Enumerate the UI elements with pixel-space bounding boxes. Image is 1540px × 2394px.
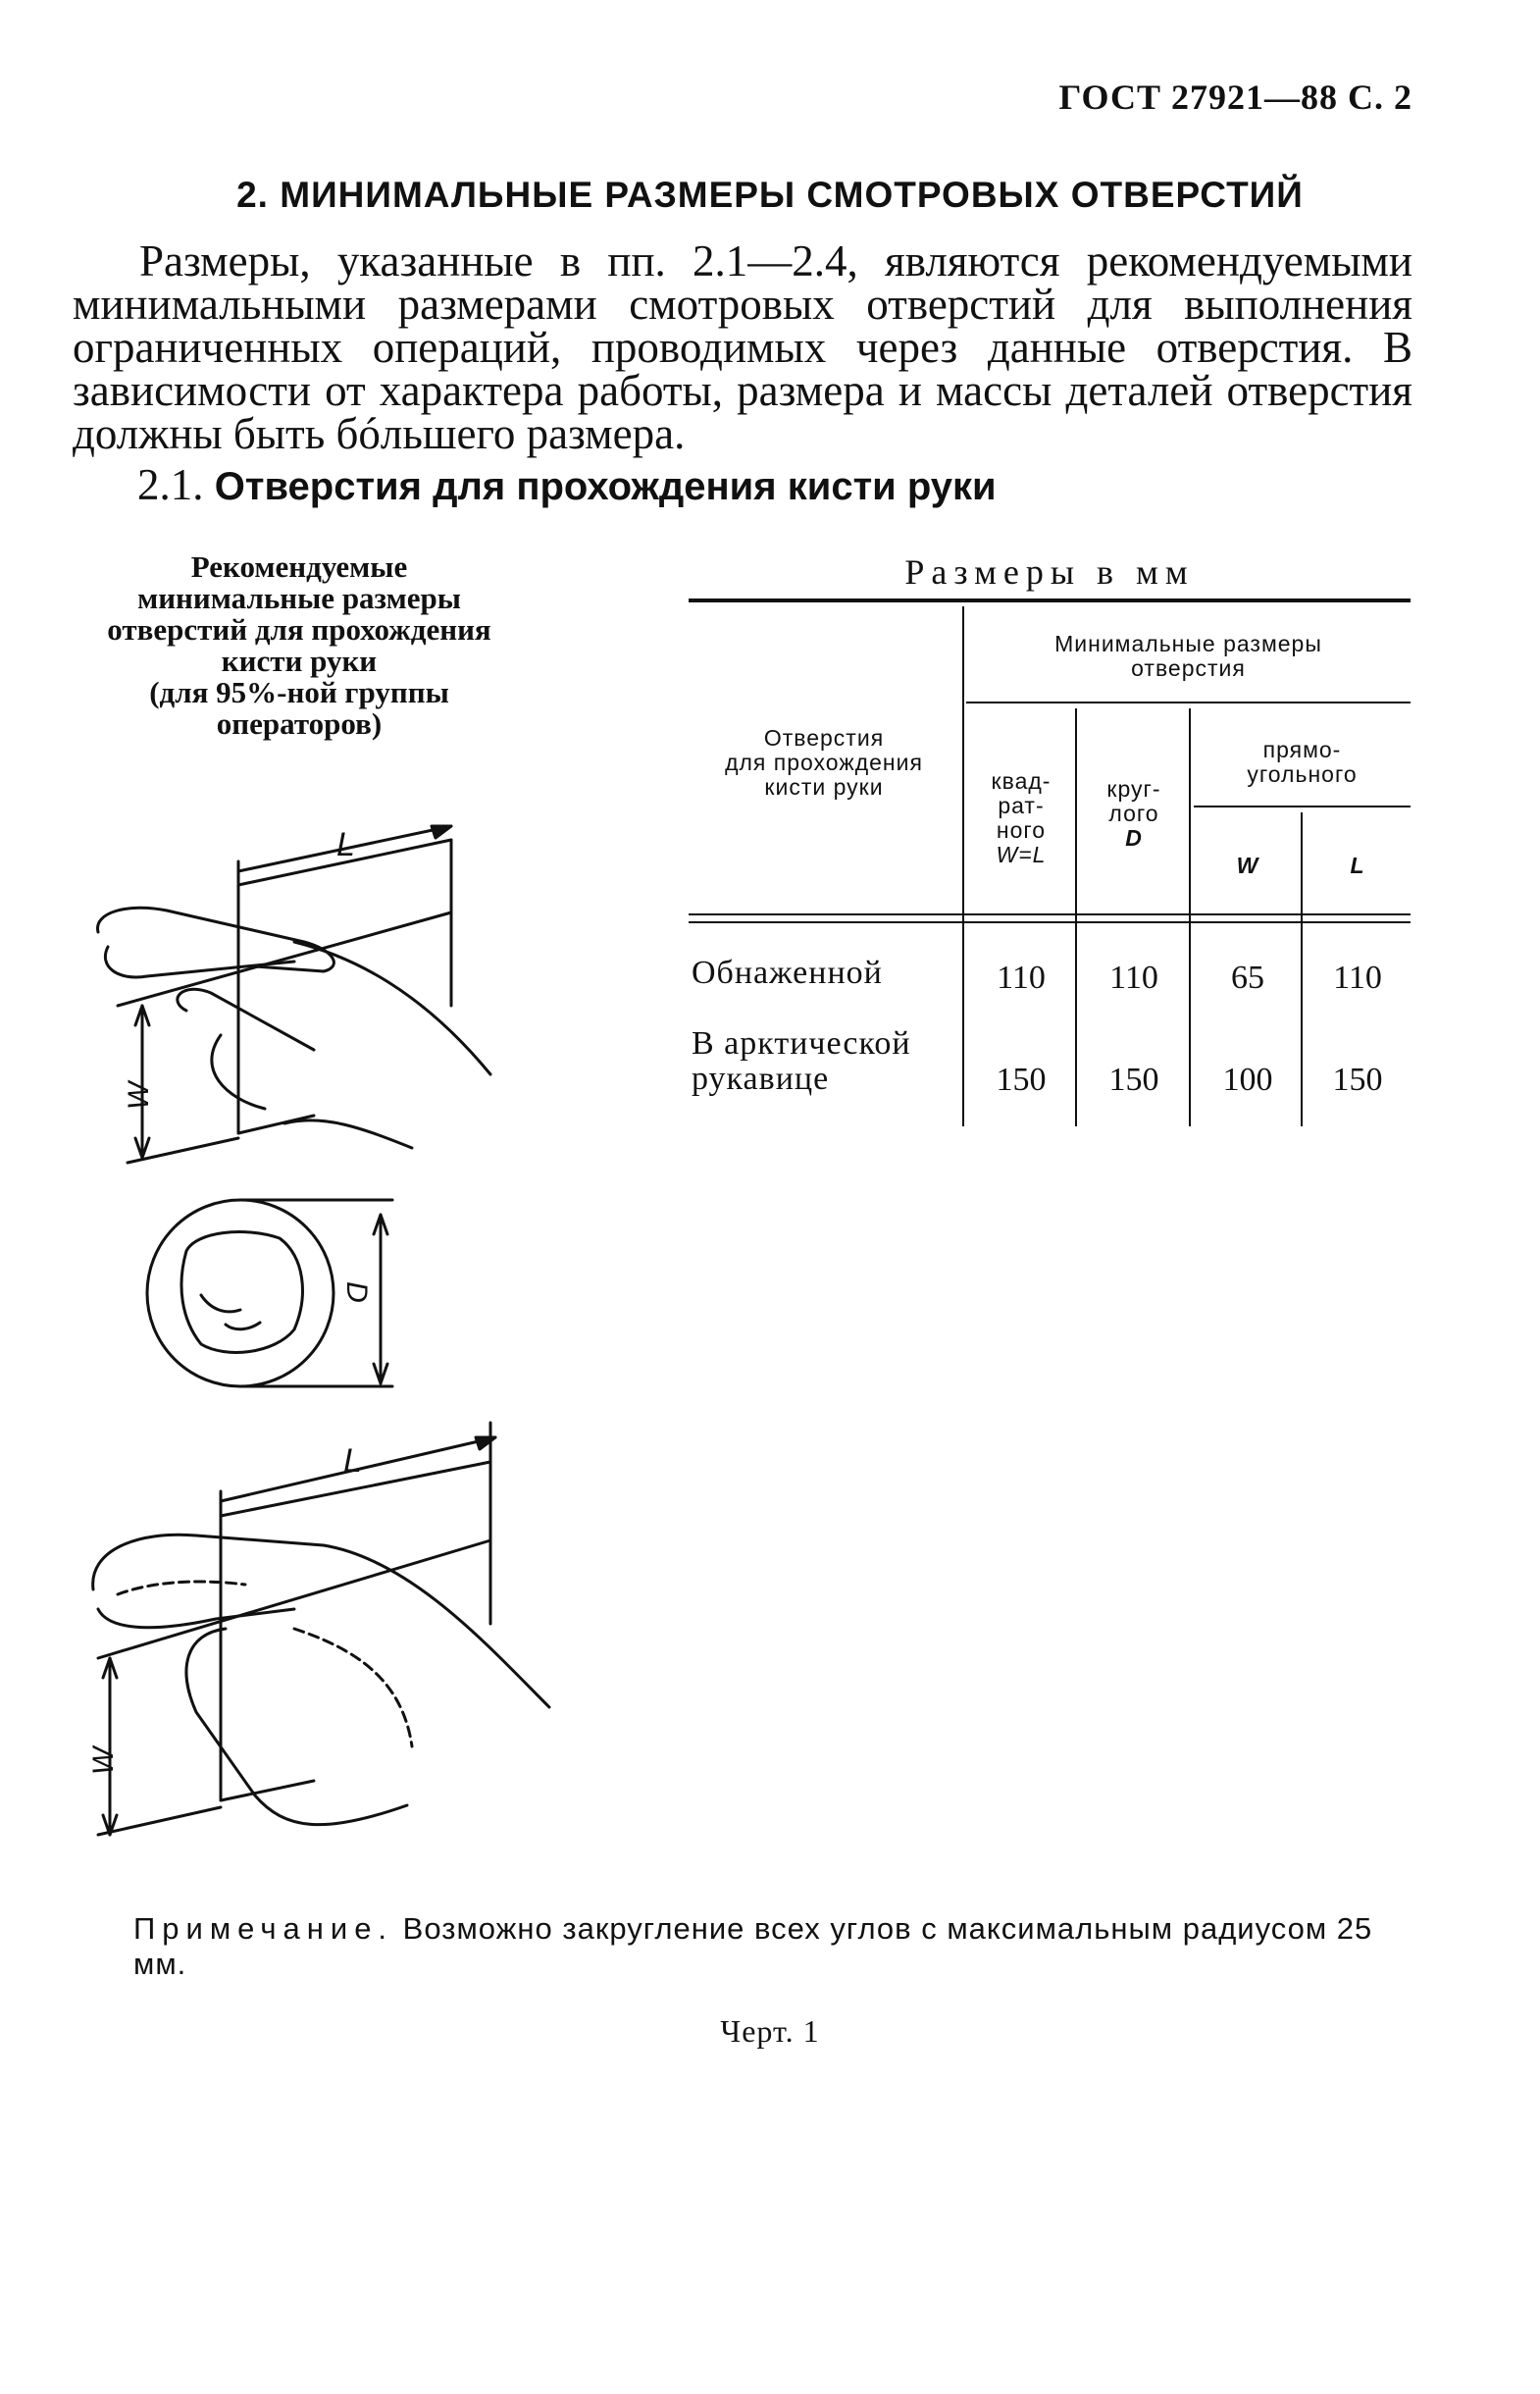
intro-paragraph: Размеры, указанные в пп. 2.1—2.4, являются рекомендуемыми минимальными размерами смотровых отверстий для выполнения ограниченных операций, проводимых через данные отверстия. В зависимости от характера работы, размера и массы деталей отверстия должны быть бóльшего размера. — [73, 236, 1412, 458]
table-cell: 110 — [1333, 960, 1382, 996]
dim-label-l-bottom: L — [343, 1442, 362, 1480]
table-cell: 150 — [1332, 1062, 1383, 1098]
subsection-number: 2.1. — [137, 460, 204, 509]
col-l-header: L — [1350, 853, 1365, 878]
table-row-header — [687, 726, 961, 800]
document-header: ГОСТ 27921—88 С. 2 — [1058, 78, 1412, 117]
dim-label-w-bottom: W — [87, 1746, 121, 1776]
col-square-line: рат- — [998, 793, 1045, 818]
row-label-line: Обнаженной — [692, 955, 883, 991]
col-rect-line: прямо- — [1262, 737, 1342, 762]
row-header-line: Отверстия — [763, 725, 885, 751]
col-round-line: круг- — [1106, 776, 1161, 802]
caption-line: (для 95%-ной группы — [149, 675, 449, 709]
table-cell: 110 — [1109, 960, 1158, 996]
dim-label-l-top: L — [336, 826, 355, 863]
table-units: Размеры в мм — [904, 552, 1195, 592]
col-square-header — [966, 769, 1076, 867]
col-round-line: лого — [1108, 801, 1159, 826]
note — [133, 1911, 1418, 1982]
caption-line: операторов) — [216, 706, 383, 741]
caption-line: Рекомендуемые — [190, 549, 408, 584]
table-cell: 150 — [1108, 1062, 1159, 1098]
table-cell: 65 — [1231, 960, 1264, 996]
table-group-header — [966, 632, 1411, 681]
dim-label-w-top: W — [123, 1081, 156, 1111]
col-rect-header — [1194, 738, 1411, 787]
col-square-line: W=L — [996, 842, 1047, 867]
caption-line: кисти руки — [221, 644, 378, 678]
row-label-line: В арктической — [692, 1025, 911, 1062]
col-round-line: D — [1125, 825, 1143, 851]
note-label: Примечание. — [133, 1911, 394, 1946]
col-square-line: квад- — [991, 768, 1052, 794]
table-cell: 110 — [997, 960, 1046, 996]
caption-line: минимальные размеры — [137, 581, 461, 615]
group-header-line: Минимальные размеры — [1054, 631, 1322, 656]
caption-line: отверстий для прохождения — [107, 612, 491, 647]
subsection-title: Отверстия для прохождения кисти руки — [214, 465, 997, 508]
section-title: 2. МИНИМАЛЬНЫЕ РАЗМЕРЫ СМОТРОВЫХ ОТВЕРСТИЙ — [236, 175, 1304, 215]
note-text: Возможно закругление всех углов с максимальным радиусом 25 мм. — [133, 1911, 1373, 1981]
row-header-line: кисти руки — [764, 774, 884, 800]
dim-label-d: D — [339, 1281, 373, 1303]
col-round-header — [1078, 777, 1190, 851]
table-cell: 150 — [996, 1062, 1047, 1098]
row-header-line: для прохождения — [725, 750, 923, 775]
group-header-line: отверстия — [1131, 655, 1246, 681]
col-square-line: ного — [996, 817, 1047, 843]
table-row-label — [692, 1026, 911, 1097]
row-label-line: рукавице — [692, 1061, 830, 1097]
col-w-header: W — [1236, 853, 1259, 878]
table-cell: 100 — [1222, 1062, 1273, 1098]
figure-number: Черт. 1 — [720, 2013, 820, 2049]
table-row-label — [692, 956, 883, 991]
col-rect-line: угольного — [1247, 761, 1358, 787]
